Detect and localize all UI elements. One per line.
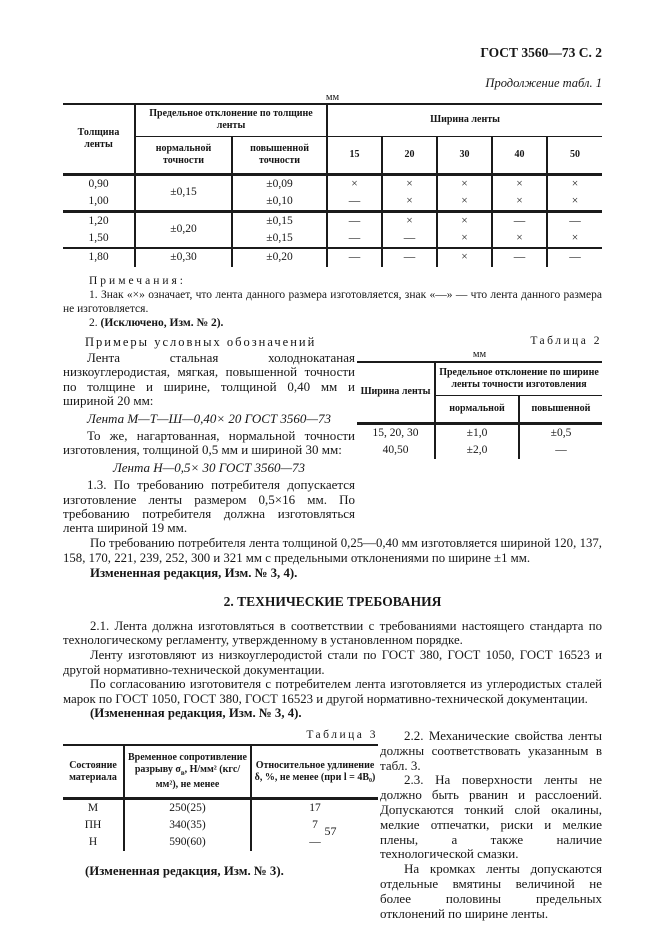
cell-high-tolerance: ±0,20 bbox=[232, 248, 327, 267]
table3-label: Таблица 3 bbox=[306, 728, 378, 741]
strength-text: Временное сопротивление разрыву σ bbox=[128, 752, 247, 776]
cell-high-tolerance: ±0,10 bbox=[232, 193, 327, 212]
table1-width-30: 30 bbox=[437, 136, 492, 174]
table1-width-40: 40 bbox=[492, 136, 547, 174]
designation-2: Лента Н—0,5× 30 ГОСТ 3560—73 bbox=[112, 459, 306, 475]
cell-high-tolerance: — bbox=[519, 442, 602, 459]
cell-mark: × bbox=[382, 174, 437, 193]
table2-width-tolerances bbox=[357, 361, 602, 460]
cell-mark: × bbox=[437, 230, 492, 248]
cell-normal-tolerance: ±1,0 bbox=[435, 424, 519, 443]
table2-label: Таблица 2 bbox=[530, 334, 602, 347]
table3-col-strength bbox=[124, 745, 251, 799]
cell-elongation: 17 bbox=[251, 799, 378, 818]
amendment-note-3: (Измененная редакция, Изм. № 3). bbox=[85, 864, 284, 879]
para-2-1b: Ленту изготовляют из низкоуглеродистой стали по ГОСТ 380, ГОСТ 1050, ГОСТ 16523 и другой нормативно-технической документации. bbox=[63, 647, 602, 677]
table1-col-high: повышенной точности bbox=[232, 136, 327, 174]
notes-block bbox=[63, 274, 602, 330]
para-2-3b: На кромках ленты допускаются отдельные вмятины величиной не более половины предельных отклонений по ширине ленты. bbox=[380, 861, 602, 921]
cell-mark: — bbox=[547, 248, 602, 267]
table1-width-20: 20 bbox=[382, 136, 437, 174]
examples-column bbox=[63, 335, 355, 536]
page-title: ГОСТ 3560—73 С. 2 bbox=[480, 45, 602, 60]
cell-mark: × bbox=[437, 211, 492, 230]
cell-mark: — bbox=[327, 230, 382, 248]
cell-state: М bbox=[87, 802, 99, 815]
table-row bbox=[63, 248, 602, 267]
note-1: 1. Знак «×» означает, что лента данного размера изготовляется, знак «—» — что лента данного размера не изготовляется. bbox=[63, 288, 602, 315]
table1-col-normal: нормальной точности bbox=[135, 136, 232, 174]
cell-mark: — bbox=[327, 193, 382, 212]
cell-high-tolerance: ±0,15 bbox=[232, 211, 327, 230]
note-2 bbox=[63, 316, 602, 330]
table2-col-width: Ширина ленты bbox=[357, 362, 435, 424]
amendment-note-2: (Измененная редакция, Изм. № 3, 4). bbox=[90, 706, 302, 721]
cell-mark: × bbox=[437, 193, 492, 212]
amendment-note-1: Измененная редакция, Изм. № 3, 4). bbox=[90, 565, 298, 580]
cell-high-tolerance: ±0,5 bbox=[519, 424, 602, 443]
strength-subscript: в bbox=[180, 769, 185, 778]
notes-title: Примечания: bbox=[89, 274, 186, 287]
columns-examples-table2 bbox=[63, 335, 602, 536]
cell-mark: × bbox=[382, 193, 437, 212]
table-row bbox=[63, 211, 602, 230]
cell-mark: — bbox=[492, 211, 547, 230]
cell-normal-tolerance: ±2,0 bbox=[435, 442, 519, 459]
examples-para2: То же, нагартованная, нормальной точности изготовления, толщиной 0,5 мм и шириной 30 мм: bbox=[63, 427, 355, 458]
table-continuation-label: Продолжение табл. 1 bbox=[485, 76, 602, 90]
table1-width-50: 50 bbox=[547, 136, 602, 174]
note-2-number: 2. bbox=[89, 316, 98, 329]
cell-high-tolerance: ±0,09 bbox=[232, 174, 327, 193]
cell-strength: 590(60) bbox=[124, 834, 251, 851]
page-number: 57 bbox=[324, 824, 337, 838]
cell-mark: — bbox=[327, 248, 382, 267]
para-2-2: 2.2. Механические свойства ленты должны соответствовать указанным в табл. 3. bbox=[380, 727, 602, 773]
note-2-text: (Исключено, Изм. № 2). bbox=[100, 316, 224, 329]
cell-mark: × bbox=[382, 211, 437, 230]
table2-col-tolerance: Предельное отклонение по ширине ленты точности изготовления bbox=[435, 362, 602, 396]
table1-col-width-group: Ширина ленты bbox=[327, 104, 602, 136]
table-row bbox=[63, 174, 602, 193]
cell-mark: — bbox=[492, 248, 547, 267]
cell-thickness: 1,50 bbox=[88, 231, 109, 244]
table1-unit-label: мм bbox=[325, 92, 340, 103]
cell-width: 15, 20, 30 bbox=[372, 427, 419, 439]
cell-mark: × bbox=[547, 230, 602, 248]
cell-mark: — bbox=[382, 248, 437, 267]
cell-strength: 250(25) bbox=[124, 799, 251, 818]
table3-col-state: Состояние материала bbox=[63, 745, 124, 799]
cell-mark: × bbox=[327, 174, 382, 193]
examples-heading: Примеры условных обозначений bbox=[85, 334, 317, 349]
table2-column bbox=[357, 335, 602, 536]
cell-thickness: 1,20 bbox=[63, 211, 135, 230]
cell-normal-tolerance: ±0,30 bbox=[135, 248, 232, 267]
cell-mark: × bbox=[492, 193, 547, 212]
cell-elongation: 7 bbox=[251, 817, 378, 834]
table1-width-15: 15 bbox=[327, 136, 382, 174]
cell-mark: × bbox=[492, 230, 547, 248]
cell-thickness: 1,00 bbox=[88, 194, 109, 207]
table-row bbox=[357, 442, 602, 459]
section2-heading: 2. ТЕХНИЧЕСКИЕ ТРЕБОВАНИЯ bbox=[223, 593, 442, 609]
table1-thickness-tolerances bbox=[63, 103, 602, 267]
para-2-3: 2.3. На поверхности ленты не должно быть рванин и расслоений. Допускаются тонкий слой окалины, мелкие отпечатки, риски и мелкие плены, а также наличие технологической смазки. bbox=[380, 772, 602, 862]
cell-thickness: 0,90 bbox=[88, 177, 109, 190]
cell-strength: 340(35) bbox=[124, 817, 251, 834]
cell-mark: — bbox=[547, 211, 602, 230]
cell-high-tolerance: ±0,15 bbox=[232, 230, 327, 248]
para-2-1c: По согласованию изготовителя с потребителем лента изготовляется из углеродистых сталей марок по ГОСТ 1050, ГОСТ 380, ГОСТ 16523 и другой нормативно-технической документации. bbox=[63, 677, 602, 706]
cell-normal-tolerance: ±0,15 bbox=[135, 174, 232, 211]
table-row bbox=[357, 424, 602, 443]
cell-state: ПН bbox=[84, 819, 102, 832]
cell-mark: × bbox=[437, 248, 492, 267]
cell-mark: — bbox=[327, 211, 382, 230]
cell-mark: × bbox=[437, 174, 492, 193]
cell-elongation: — bbox=[251, 834, 378, 851]
table2-unit-label: мм bbox=[472, 348, 487, 360]
table2-col-high: повышенной bbox=[519, 396, 602, 424]
cell-thickness: 1,80 bbox=[63, 248, 135, 267]
para-2-1: 2.1. Лента должна изготовляться в соответствии с требованиями настоящего стандарта по технологическому регламенту, утвержденному в установленном порядке. bbox=[63, 618, 602, 648]
table2-col-normal: нормальной bbox=[435, 396, 519, 424]
examples-para1: Лента стальная холоднокатаная низкоуглеродистая, мягкая, повышенной точности по толщине и ширине, толщиной 0,40 мм и шириной 20 мм: bbox=[63, 349, 355, 409]
para-1-3: 1.3. По требованию потребителя допускается изготовление ленты размером 0,5×16 мм. По требованию потребителя должна изготовляться лента шириной 19 мм. bbox=[63, 477, 355, 536]
cell-width: 40,50 bbox=[382, 444, 409, 456]
para-width-requirement: По требованию потребителя лента толщиной 0,25—0,40 мм изготовляется шириной 120, 137, 158, 170, 221, 239, 252, 300 и 321 мм с предельными отклонениями по ширине ±1 мм. bbox=[63, 535, 602, 565]
cell-mark: × bbox=[547, 193, 602, 212]
cell-mark: × bbox=[547, 174, 602, 193]
cell-normal-tolerance: ±0,20 bbox=[135, 211, 232, 248]
table-row bbox=[63, 799, 378, 818]
cell-mark: × bbox=[492, 174, 547, 193]
table1-col-thickness: Толщина ленты bbox=[63, 104, 135, 174]
strength-units: , Н/мм² (кгс/мм²), не менее bbox=[155, 764, 241, 791]
cell-mark: — bbox=[382, 230, 437, 248]
table1-col-tolerance: Предельное отклонение по толщине ленты bbox=[135, 104, 327, 136]
cell-state: Н bbox=[88, 836, 98, 849]
designation-1: Лента М—Т—Ш—0,40× 20 ГОСТ 3560—73 bbox=[87, 410, 331, 426]
table3-col-elongation: Относительное удлинение δ, %, не менее (при l = 4B₀) bbox=[251, 745, 378, 799]
